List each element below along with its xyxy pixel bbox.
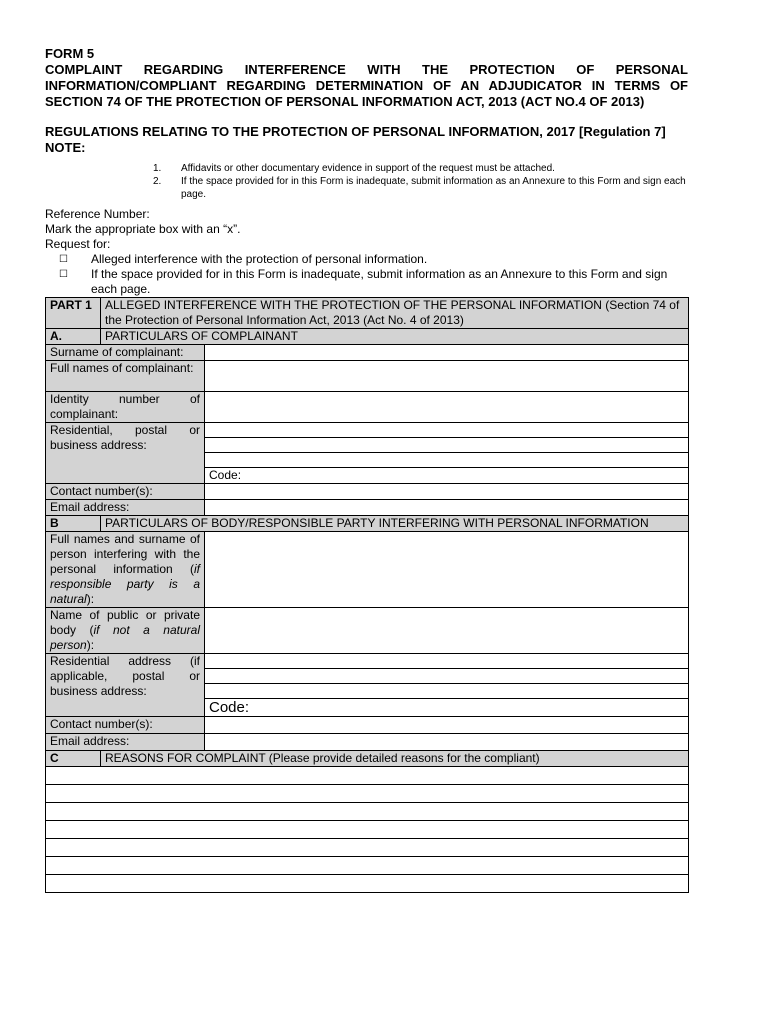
- reasons-field[interactable]: [46, 785, 689, 803]
- email-label: Email address:: [46, 500, 205, 516]
- part1-label: PART 1: [46, 298, 101, 329]
- part1-title: ALLEGED INTERFERENCE WITH THE PROTECTION OF THE PERSONAL INFORMATION (Section 74 of the Protection of Personal Information Act, 2013 (Act No. 4 of 2013): [101, 298, 689, 329]
- body-name-note: if not a natural person: [50, 623, 200, 652]
- reasons-line: [46, 857, 689, 875]
- offender-code-field[interactable]: Code:: [205, 699, 689, 717]
- offender-address-line-3[interactable]: [205, 684, 689, 699]
- regulations-heading: REGULATIONS RELATING TO THE PROTECTION OF PERSONAL INFORMATION, 2017 [Regulation 7]: [45, 124, 666, 139]
- full-names-field[interactable]: [205, 361, 689, 392]
- note-list: [153, 162, 688, 201]
- note-number: 2.: [153, 176, 162, 187]
- email-field[interactable]: [205, 500, 689, 516]
- email-row: [46, 500, 689, 516]
- form-number: FORM 5: [45, 46, 95, 61]
- surname-row: [46, 345, 689, 361]
- checkbox-icon[interactable]: ☐: [59, 269, 68, 280]
- complaint-form-table: [45, 297, 689, 893]
- mark-instruction: Mark the appropriate box with an “x”.: [45, 222, 241, 236]
- body-name-row: [46, 608, 689, 654]
- offender-names-field[interactable]: [205, 532, 689, 608]
- request-option-label: Alleged interference with the protection of personal information.: [91, 252, 428, 266]
- reasons-line: [46, 803, 689, 821]
- reasons-field[interactable]: [46, 839, 689, 857]
- reasons-field[interactable]: [46, 821, 689, 839]
- address-line-3[interactable]: [205, 453, 689, 468]
- reasons-field[interactable]: [46, 803, 689, 821]
- identity-label: Identity number of complainant:: [46, 392, 205, 423]
- section-a-title: PARTICULARS OF COMPLAINANT: [101, 329, 689, 345]
- body-name-field[interactable]: [205, 608, 689, 654]
- offender-contact-row: [46, 717, 689, 734]
- offender-address-line-1[interactable]: [205, 654, 689, 669]
- address-code-field[interactable]: Code:: [205, 468, 689, 484]
- reasons-line: [46, 839, 689, 857]
- offender-address-row: [46, 654, 689, 669]
- section-a-header-row: [46, 329, 689, 345]
- reasons-line: [46, 821, 689, 839]
- address-line-1[interactable]: [205, 423, 689, 438]
- checkbox-icon[interactable]: ☐: [59, 254, 68, 265]
- request-option[interactable]: [55, 267, 688, 297]
- offender-email-row: [46, 734, 689, 751]
- reasons-field[interactable]: [46, 767, 689, 785]
- request-option-label: If the space provided for in this Form is inadequate, submit information as an Annexure to this Form and sign each page.: [91, 267, 668, 296]
- offender-email-field[interactable]: [205, 734, 689, 751]
- reasons-field[interactable]: [46, 875, 689, 893]
- note-text: Affidavits or other documentary evidence in support of the request must be attached.: [181, 163, 555, 174]
- section-b-title: PARTICULARS OF BODY/RESPONSIBLE PARTY INTERFERING WITH PERSONAL INFORMATION: [101, 516, 689, 532]
- identity-row: [46, 392, 689, 423]
- offender-address-label: Residential address (if applicable, postal or business address:: [46, 654, 205, 717]
- offender-names-text: Full names and surname of person interfering with the personal information (: [50, 532, 200, 576]
- reference-number-label: Reference Number:: [45, 207, 150, 221]
- body-name-label: [46, 608, 205, 654]
- note-label: NOTE:: [45, 140, 86, 155]
- reasons-line: [46, 875, 689, 893]
- part1-header-row: [46, 298, 689, 329]
- note-item: [153, 162, 688, 175]
- contact-row: [46, 484, 689, 500]
- address-line-2[interactable]: [205, 438, 689, 453]
- surname-field[interactable]: [205, 345, 689, 361]
- request-options: [55, 252, 688, 297]
- offender-address-line-2[interactable]: [205, 669, 689, 684]
- request-for-label: Request for:: [45, 237, 111, 251]
- note-item: [153, 175, 688, 201]
- surname-label: Surname of complainant:: [46, 345, 205, 361]
- offender-contact-field[interactable]: [205, 717, 689, 734]
- full-names-row: [46, 361, 689, 392]
- section-b-letter: B: [46, 516, 101, 532]
- request-option[interactable]: [55, 252, 688, 267]
- address-row: [46, 423, 689, 438]
- offender-contact-label: Contact number(s):: [46, 717, 205, 734]
- contact-label: Contact number(s):: [46, 484, 205, 500]
- body-name-end: ):: [86, 638, 95, 652]
- reasons-line: [46, 767, 689, 785]
- section-a-letter: A.: [46, 329, 101, 345]
- section-c-header-row: [46, 751, 689, 767]
- offender-names-row: [46, 532, 689, 608]
- section-c-title: REASONS FOR COMPLAINT (Please provide detailed reasons for the compliant): [101, 751, 689, 767]
- contact-field[interactable]: [205, 484, 689, 500]
- identity-field[interactable]: [205, 392, 689, 423]
- form-page: [45, 46, 688, 893]
- offender-names-note: if responsible party is a natural: [50, 562, 200, 606]
- section-b-header-row: [46, 516, 689, 532]
- reasons-line: [46, 785, 689, 803]
- address-label: Residential, postal or business address:: [46, 423, 205, 484]
- section-c-letter: C: [46, 751, 101, 767]
- form-title: COMPLAINT REGARDING INTERFERENCE WITH THE PROTECTION OF PERSONAL INFORMATION/COMPLIANT REGARDING DETERMINATION OF AN ADJUDICATOR IN TERMS OF SECTION 74 OF THE PROTECTION OF PERSONAL INFORMATION ACT, 2013 (ACT NO.4 OF 2013): [45, 62, 688, 109]
- offender-names-label: [46, 532, 205, 608]
- note-text: If the space provided for in this Form is inadequate, submit information as an Annexure to this Form and sign each page.: [181, 176, 686, 200]
- full-names-label: Full names of complainant:: [46, 361, 205, 392]
- offender-email-label: Email address:: [46, 734, 205, 751]
- body-name-text: Name of public or private body (: [50, 608, 200, 637]
- note-number: 1.: [153, 163, 162, 174]
- reasons-field[interactable]: [46, 857, 689, 875]
- offender-names-end: ):: [86, 592, 95, 606]
